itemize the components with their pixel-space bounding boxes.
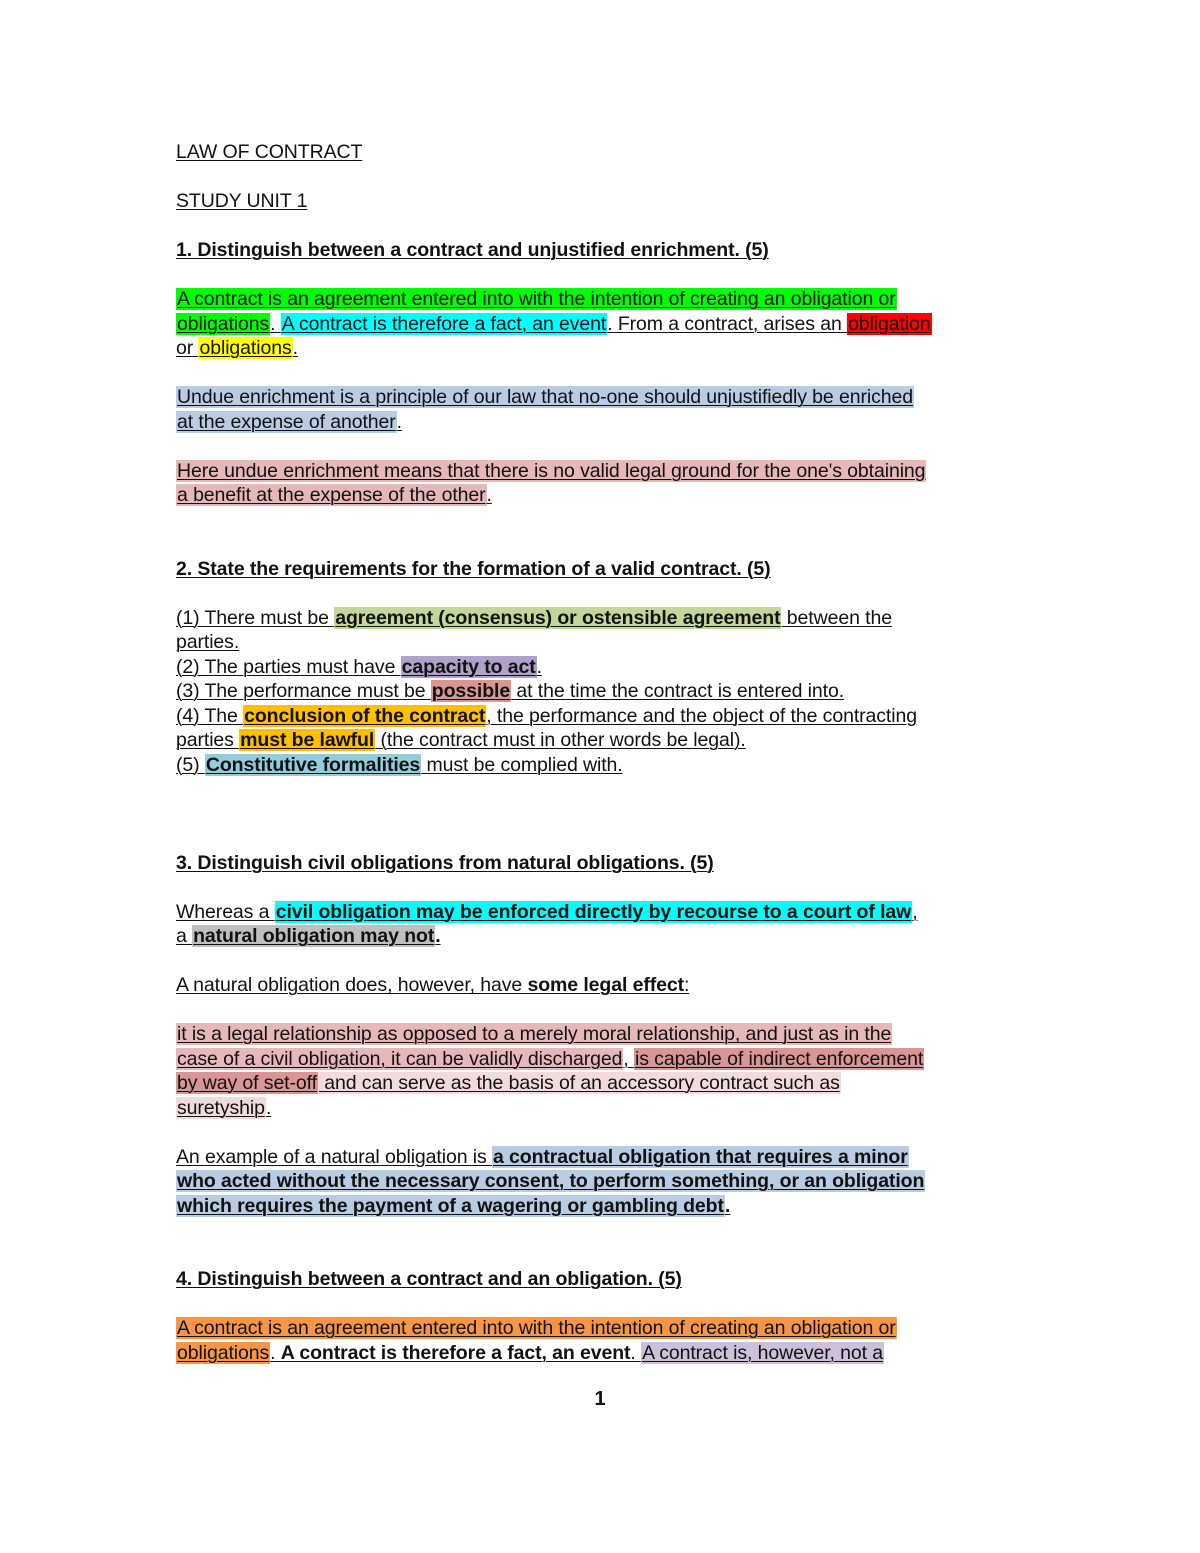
highlight-rose: possible: [431, 680, 511, 702]
highlight-light-pink: suretyship: [177, 1096, 265, 1119]
q1-paragraph-3-line-2: [176, 483, 1026, 508]
highlight-orange-gold: conclusion of the contract: [244, 704, 486, 727]
text-bold: A contract is therefore a fact, an event: [280, 1341, 631, 1364]
q1-paragraph-1-line-1: [176, 287, 1026, 312]
q2-requirement-3: [176, 679, 1026, 704]
text: .: [536, 655, 542, 678]
highlight-pink: case of a civil obligation, it can be validly discharged: [177, 1047, 623, 1070]
text: (1) There must be: [176, 606, 335, 629]
text: ,: [623, 1047, 634, 1070]
q2-requirement-4-cont: [176, 728, 1026, 753]
text: .: [292, 337, 298, 359]
q3-paragraph-1-line-1: [176, 900, 1026, 925]
text: .: [486, 484, 492, 506]
text: ,: [912, 900, 918, 923]
q3-paragraph-4-line-1: [176, 1145, 1026, 1170]
text: A natural obligation does, however, have: [176, 974, 528, 996]
highlight-blue: who acted without the necessary consent, to perform something, or an obligation: [177, 1170, 925, 1192]
highlight-red: obligation: [848, 312, 931, 335]
q4-paragraph-1-line-2: [176, 1341, 1026, 1366]
document-body: [176, 140, 1026, 1365]
q3-paragraph-3-line-4: [176, 1096, 1026, 1121]
text: An example of a natural obligation is: [176, 1145, 492, 1168]
text: :: [684, 974, 690, 996]
text: .: [265, 1096, 272, 1119]
q3-paragraph-3-line-3: [176, 1071, 1026, 1096]
highlight-blue: Undue enrichment is a principle of our law that no-one should unjustifiedly be enriched: [177, 386, 913, 408]
question-4-heading: 4. Distinguish between a contract and an obligation. (5): [176, 1268, 682, 1290]
highlight-pink: a benefit at the expense of the other: [177, 484, 486, 506]
text: parties: [176, 729, 240, 751]
highlight-pink: Here undue enrichment means that there is no valid legal ground for the one's obtaining: [177, 459, 926, 482]
text: .: [270, 1341, 281, 1364]
highlight-cyan: A contract is therefore a fact, an event: [281, 312, 607, 335]
q2-requirement-2: [176, 655, 1026, 680]
q2-requirement-1: [176, 606, 1026, 631]
q1-paragraph-2-line-2: [176, 410, 1026, 435]
text: .: [724, 1194, 731, 1217]
highlight-rose: is capable of indirect enforcement: [634, 1047, 924, 1070]
text: between the: [781, 606, 892, 629]
text: (2) The parties must have: [176, 655, 401, 678]
text: or: [176, 337, 199, 359]
text: (4) The: [176, 704, 244, 727]
highlight-green: obligations: [177, 312, 270, 335]
highlight-yellow: obligations: [199, 337, 292, 359]
text: Whereas a: [176, 900, 275, 923]
q4-paragraph-1-line-1: [176, 1316, 1026, 1341]
highlight-teal: Constitutive formalities: [205, 753, 421, 776]
text: .: [270, 312, 281, 335]
highlight-lilac: A contract is, however, not a: [642, 1341, 884, 1364]
q3-paragraph-1-line-2: [176, 924, 1026, 949]
text: a: [176, 925, 193, 947]
q3-paragraph-2: [176, 973, 1026, 998]
q3-paragraph-3-line-1: [176, 1022, 1026, 1047]
highlight-blue: which requires the payment of a wagering or gambling debt: [177, 1194, 724, 1217]
text: . From a contract, arises an: [607, 312, 848, 335]
q1-paragraph-1-line-3: [176, 336, 1026, 361]
highlight-rose: by way of set-off: [177, 1072, 317, 1094]
document-title: LAW OF CONTRACT: [176, 141, 363, 163]
q1-paragraph-1-line-2: [176, 312, 1026, 337]
text: , the performance and the object of the contracting: [486, 704, 917, 727]
highlight-light-pink: and can serve as the basis of an accessory contract such as: [318, 1072, 840, 1094]
text: (5): [176, 753, 205, 776]
q1-paragraph-2-line-1: [176, 385, 1026, 410]
highlight-olive: agreement (consensus) or ostensible agreement: [335, 606, 781, 629]
highlight-grey: natural obligation may not: [193, 925, 435, 947]
q3-paragraph-4-line-2: [176, 1169, 1026, 1194]
text: must be complied with.: [421, 753, 623, 776]
text: (3) The performance must be: [176, 680, 431, 702]
text: .: [435, 925, 441, 947]
study-unit-heading: STUDY UNIT 1: [176, 190, 308, 212]
text-bold: some legal effect: [527, 974, 685, 996]
highlight-lavender: capacity to act: [401, 655, 536, 678]
text: (the contract must in other words be legal).: [375, 729, 746, 751]
text: at the time the contract is entered into.: [511, 680, 845, 702]
q2-requirement-5: [176, 753, 1026, 778]
highlight-pink: it is a legal relationship as opposed to a merely moral relationship, and just as in the: [177, 1023, 892, 1045]
highlight-orange-gold: must be lawful: [240, 729, 375, 751]
highlight-green: A contract is an agreement entered into with the intention of creating an obligation or: [177, 288, 896, 310]
question-1-heading: 1. Distinguish between a contract and unjustified enrichment. (5): [176, 239, 769, 261]
text: .: [630, 1341, 642, 1364]
text: .: [396, 410, 402, 433]
q2-requirement-1-cont: parties.: [176, 631, 240, 653]
highlight-blue: a contractual obligation that requires a minor: [492, 1145, 908, 1168]
q1-paragraph-3-line-1: [176, 459, 1026, 484]
question-2-heading: 2. State the requirements for the formation of a valid contract. (5): [176, 557, 771, 580]
question-3-heading: 3. Distinguish civil obligations from natural obligations. (5): [176, 851, 714, 874]
q2-requirement-4: [176, 704, 1026, 729]
q3-paragraph-4-line-3: [176, 1194, 1026, 1219]
q3-paragraph-3-line-2: [176, 1047, 1026, 1072]
highlight-orange: A contract is an agreement entered into with the intention of creating an obligation or: [177, 1317, 896, 1339]
highlight-cyan: civil obligation may be enforced directly by recourse to a court of law: [275, 900, 912, 923]
page-number: 1: [594, 1388, 606, 1410]
highlight-orange: obligations: [177, 1341, 270, 1364]
highlight-blue: at the expense of another: [177, 410, 396, 433]
